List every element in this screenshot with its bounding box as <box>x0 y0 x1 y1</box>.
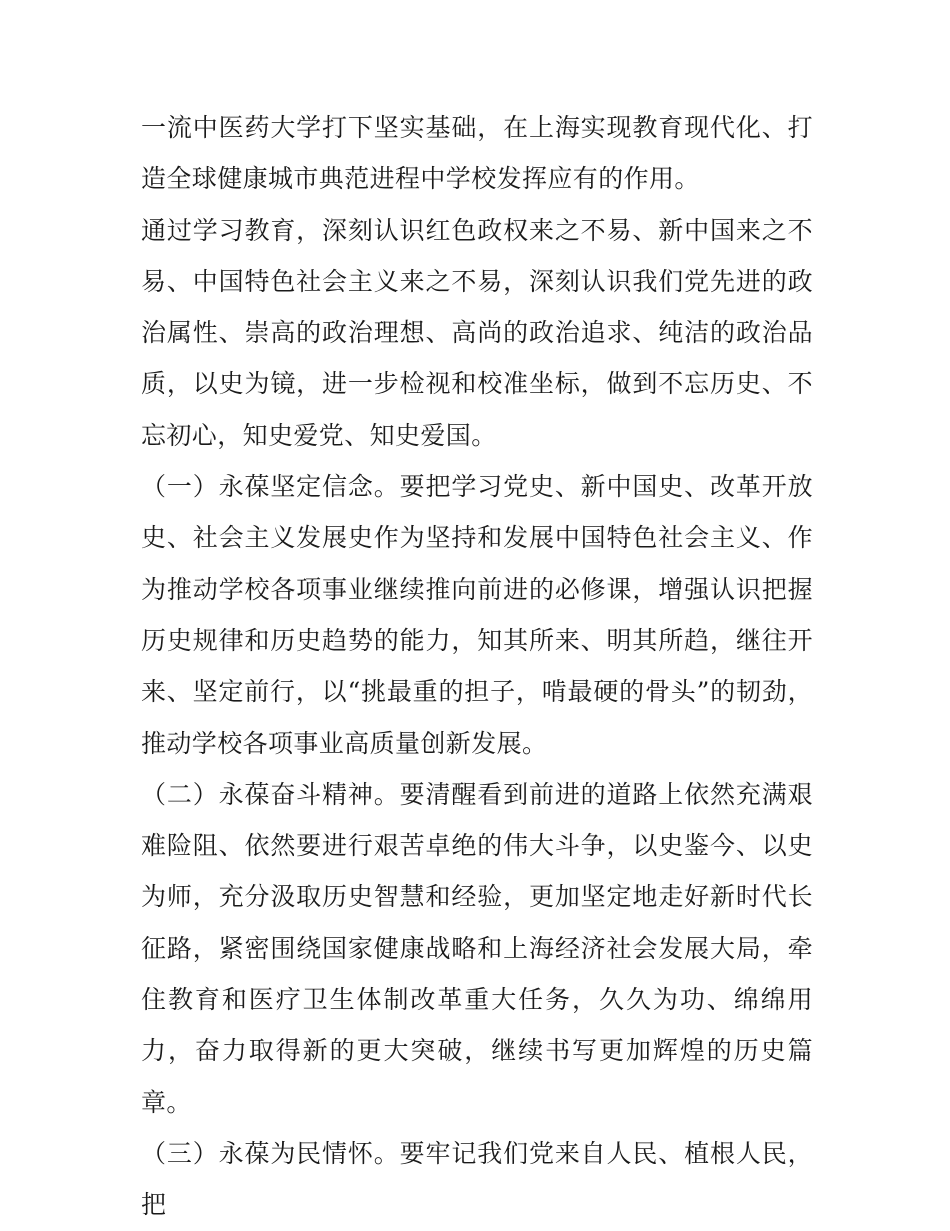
paragraph-3: （一）永葆坚定信念。要把学习党史、新中国史、改革开放史、社会主义发展史作为坚持和发展中国特色社会主义、作为推动学校各项事业继续推向前进的必修课，增强认识把握历史规律和历史趋势的能力，知其所来、明其所趋，继往开来、坚定前行，以“挑最重的担子，啃最硬的骨头”的韧劲，推动学校各项事业高质量创新发展。 <box>141 472 813 758</box>
document-body <box>141 102 813 1231</box>
paragraph-1: 一流中医药大学打下坚实基础，在上海实现教育现代化、打造全球健康城市典范进程中学校发挥应有的作用。 <box>141 113 813 194</box>
paragraph-4: （二）永葆奋斗精神。要清醒看到前进的道路上依然充满艰难险阻、依然要进行艰苦卓绝的伟大斗争，以史鉴今、以史为师，充分汲取历史智慧和经验，更加坚定地走好新时代长征路，紧密围绕国家健康战略和上海经济社会发展大局，牵住教育和医疗卫生体制改革重大任务，久久为功、绵绵用力，奋力取得新的更大突破，继续书写更加辉煌的历史篇章。 <box>141 779 813 1117</box>
paragraph-5: （三）永葆为民情怀。要牢记我们党来自人民、植根人民，把 <box>141 1138 813 1220</box>
paragraph-2: 通过学习教育，深刻认识红色政权来之不易、新中国来之不易、中国特色社会主义来之不易，深刻认识我们党先进的政治属性、崇高的政治理想、高尚的政治追求、纯洁的政治品质，以史为镜，进一步检视和校准坐标，做到不忘历史、不忘初心，知史爱党、知史爱国。 <box>141 215 813 450</box>
